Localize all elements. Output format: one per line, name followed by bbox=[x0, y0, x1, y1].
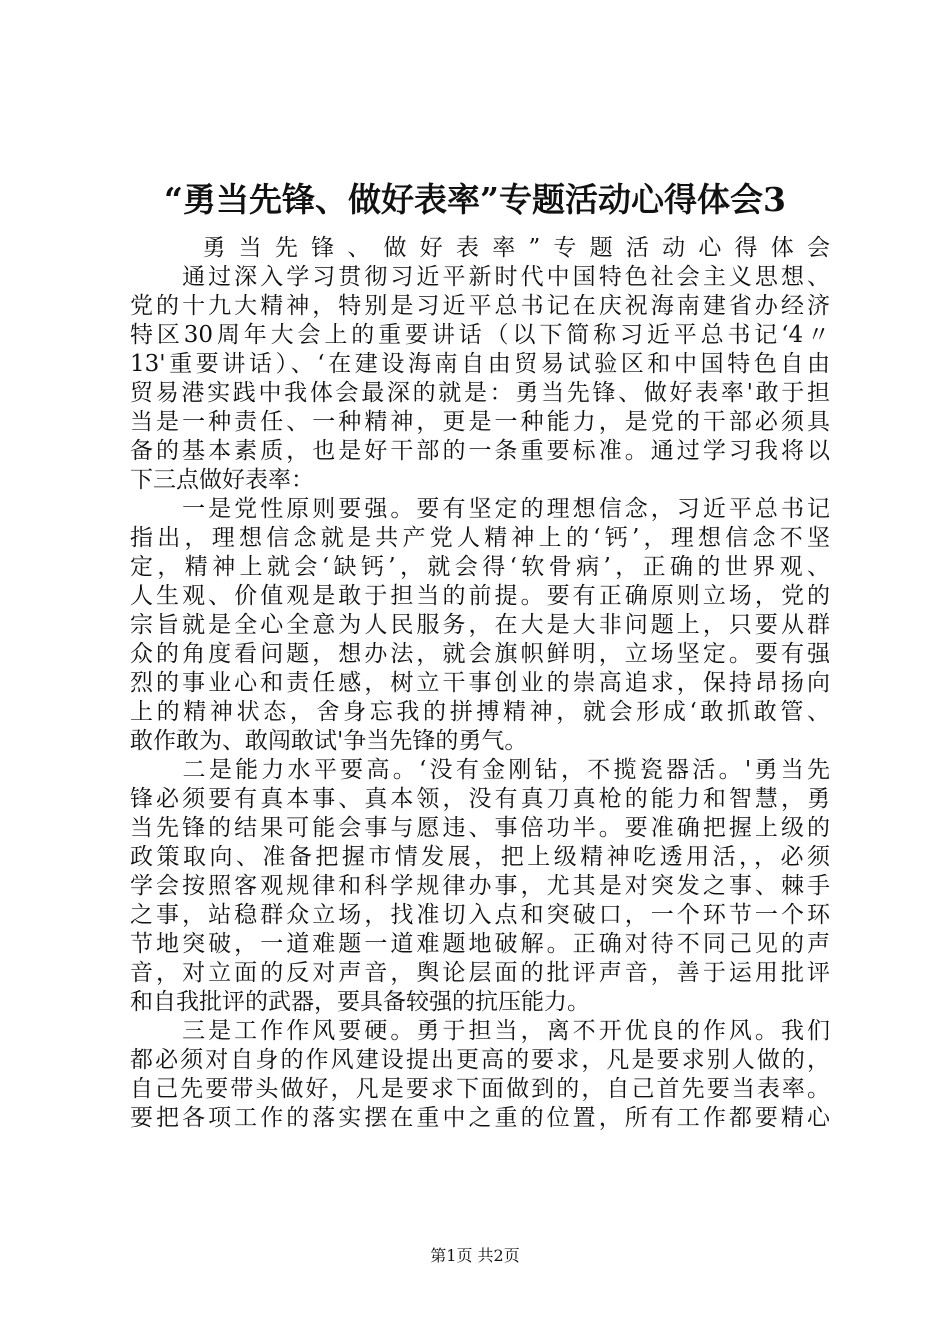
text-line: 之事，站稳群众立场，找准切入点和突破口，一个环节一个环 bbox=[130, 902, 830, 928]
text-line: 节地突破，一道难题一道难题地破解。正确对待不同己见的声 bbox=[130, 931, 830, 957]
text-line: 13'重要讲话）、‘在建设海南自由贸易试验区和中国特色自由 bbox=[130, 351, 830, 377]
text-line: 要把各项工作的落实摆在重中之重的位置，所有工作都要精心 bbox=[130, 1105, 830, 1131]
text-line: 当先锋的结果可能会事与愿违、事倍功半。要准确把握上级的 bbox=[130, 815, 830, 841]
text-line: 勇当先锋、做好表率”专题活动心得体会 bbox=[130, 235, 830, 261]
text-line: 锋必须要有真本事、真本领，没有真刀真枪的能力和智慧，勇 bbox=[130, 786, 830, 812]
text-line: 自己先要带头做好，凡是要求下面做到的，自己首先要当表率。 bbox=[130, 1076, 830, 1102]
text-line: 二是能力水平要高。‘没有金刚钻，不揽瓷器活。'勇当先 bbox=[130, 757, 830, 783]
document-body bbox=[130, 234, 830, 1133]
text-line: 通过深入学习贯彻习近平新时代中国特色社会主义思想、 bbox=[130, 264, 830, 290]
text-line: 当是一种责任、一种精神，更是一种能力，是党的干部必须具 bbox=[130, 409, 830, 435]
text-line: 烈的事业心和责任感，树立干事创业的崇高追求，保持昂扬向 bbox=[130, 670, 830, 696]
text-line: 党的十九大精神，特别是习近平总书记在庆祝海南建省办经济 bbox=[130, 293, 830, 319]
text-line: 下三点做好表率： bbox=[130, 467, 314, 493]
document-title: “勇当先锋、做好表率”专题活动心得体会3 bbox=[164, 180, 786, 219]
text-line: 都必须对自身的作风建设提出更高的要求，凡是要求别人做的， bbox=[130, 1047, 830, 1073]
text-line: 和自我批评的武器，要具备较强的抗压能力。 bbox=[130, 989, 590, 1015]
text-line: 政策取向、准备把握市情发展，把上级精神吃透用活，，必须 bbox=[130, 844, 830, 870]
text-line: 上的精神状态，舍身忘我的拼搏精神，就会形成‘敢抓敢管、 bbox=[130, 699, 830, 725]
text-line: 定，精神上就会‘缺钙’，就会得‘软骨病’，正确的世界观、 bbox=[130, 554, 830, 580]
text-line: 三是工作作风要硬。勇于担当，离不开优良的作风。我们 bbox=[130, 1018, 830, 1044]
text-line: 学会按照客观规律和科学规律办事，尤其是对突发之事、棘手 bbox=[130, 873, 830, 899]
text-line: 指出，理想信念就是共产党人精神上的‘钙’，理想信念不坚 bbox=[130, 525, 830, 551]
text-line: 贸易港实践中我体会最深的就是：勇当先锋、做好表率'敢于担 bbox=[130, 380, 830, 406]
text-line: 音，对立面的反对声音，舆论层面的批评声音，善于运用批评 bbox=[130, 960, 830, 986]
text-line: 宗旨就是全心全意为人民服务，在大是大非问题上，只要从群 bbox=[130, 612, 830, 638]
text-line: 备的基本素质，也是好干部的一条重要标准。通过学习我将以 bbox=[130, 438, 830, 464]
text-line: 人生观、价值观是敢于担当的前提。要有正确原则立场，党的 bbox=[130, 583, 830, 609]
text-line: 敢作敢为、敢闯敢试'争当先锋的勇气。 bbox=[130, 728, 528, 754]
text-line: 一是党性原则要强。要有坚定的理想信念，习近平总书记 bbox=[130, 496, 830, 522]
page-footer: 第1页 共2页 bbox=[430, 1246, 520, 1265]
text-line: 特区30周年大会上的重要讲话（以下简称习近平总书记‘4〃 bbox=[130, 322, 830, 348]
text-line: 众的角度看问题，想办法，就会旗帜鲜明，立场坚定。要有强 bbox=[130, 641, 830, 667]
